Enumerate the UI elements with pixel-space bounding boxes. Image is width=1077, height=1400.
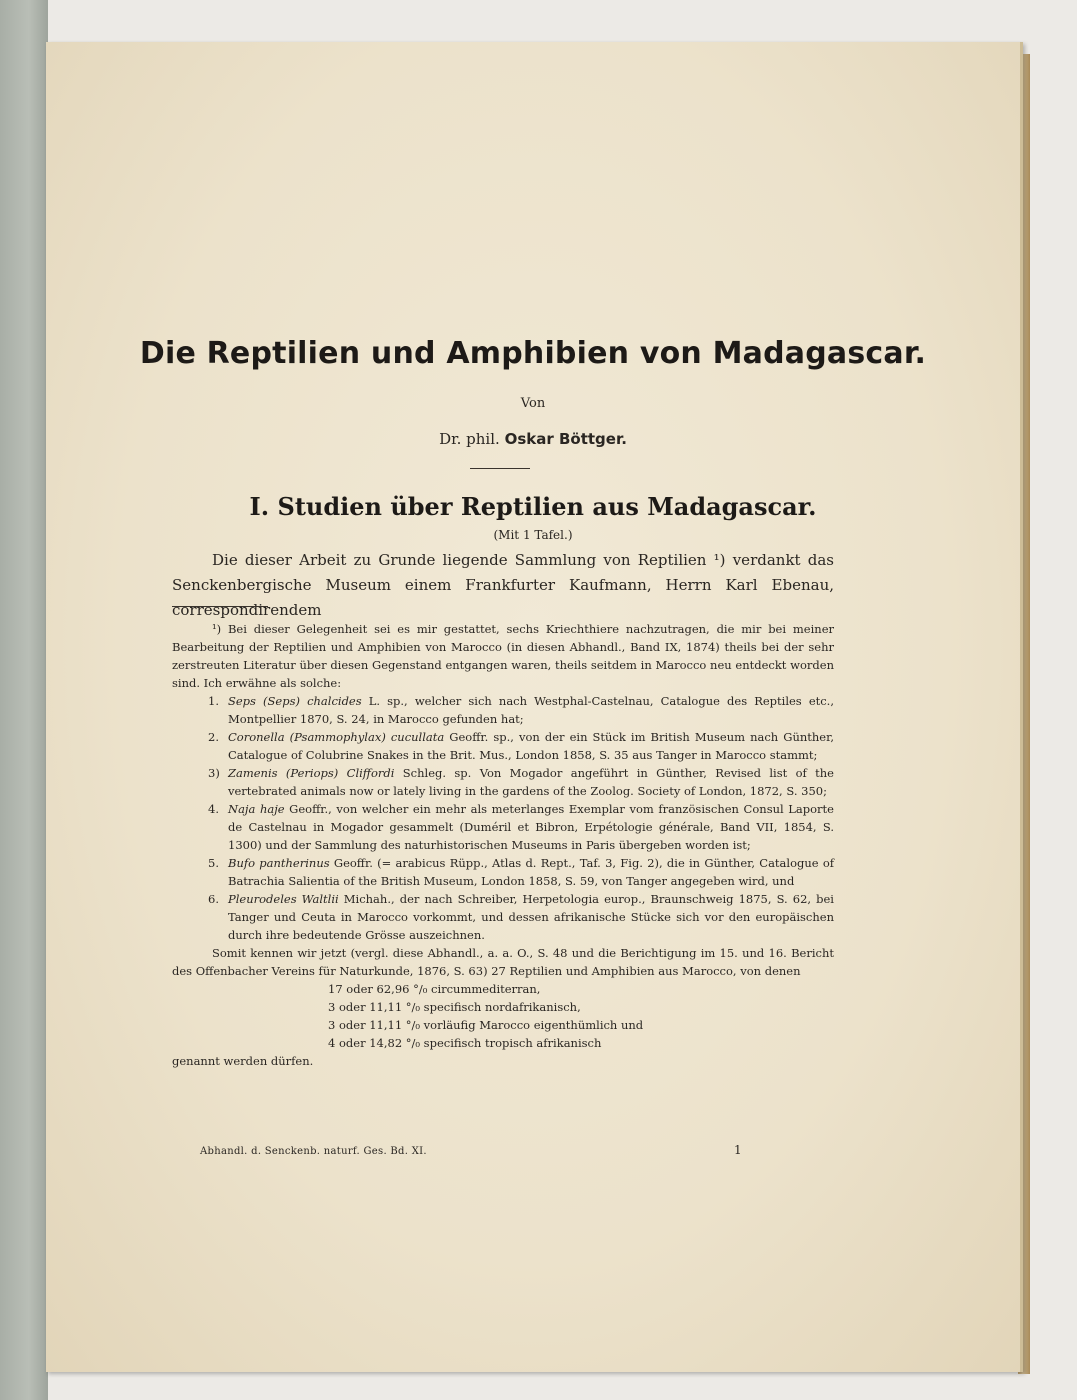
species-list <box>172 692 834 944</box>
author-prefix: Dr. phil. <box>439 430 500 448</box>
byline-von: Von <box>520 396 546 411</box>
distribution-stats <box>328 980 834 1052</box>
stat-line: 3 oder 11,11 °/₀ specifisch nordafrikanisch, <box>328 1000 581 1014</box>
species-name: Zamenis (Periops) Cliffordi <box>228 766 395 780</box>
stat-line: 17 oder 62,96 °/₀ circummediterran, <box>328 982 541 996</box>
section-title: I. Studien über Reptilien aus Madagascar. <box>249 492 817 521</box>
footnote-divider <box>172 606 268 607</box>
footnote-summary: Somit kennen wir jetzt (vergl. diese Abhandl., a. a. O., S. 48 und die Berichtigung im 15. und 16. Bericht des Offenbacher Vereins für Naturkunde, 1876, S. 63) 27 Reptilien und Amphibien aus Marocco, von denen <box>172 946 834 978</box>
species-name: Pleurodeles Waltlii <box>228 892 339 906</box>
footnote-lead: ¹) Bei dieser Gelegenheit sei es mir gestattet, sechs Kriechthiere nachzutragen, die mir bei meiner Bearbeitung der Reptilien und Amphibien von Marocco (in diesen Abhandl., Band IX, 1874) theils bei der sehr zerstreuten Literatur über diesen Gegenstand entgangen waren, theils seitdem in Marocco neu entdeckt worden sind. Ich erwähne als solche: <box>172 622 834 690</box>
footnote <box>172 620 834 1070</box>
species-name: Coronella (Psammophylax) cucullata <box>228 730 445 744</box>
list-item: 3) Zamenis (Periops) Cliffordi Schleg. sp. Von Mogador angeführt in Günther, Revised list of the vertebrated animals now or lately living in the gardens of the Zoolog. Society of London, 1872, S. 350; <box>208 766 834 798</box>
journal-reference: Abhandl. d. Senckenb. naturf. Ges. Bd. XI. <box>200 1146 427 1157</box>
plate-note: (Mit 1 Tafel.) <box>493 528 573 542</box>
book-binding <box>0 0 48 1400</box>
article-title: Die Reptilien und Amphibien von Madagascar. <box>139 336 927 371</box>
stat-line: 4 oder 14,82 °/₀ specifisch tropisch afrikanisch <box>328 1036 602 1050</box>
list-item: 4. Naja haje Geoffr., von welcher ein mehr als meterlanges Exemplar vom französischen Consul Laporte de Castelnau in Mogador gesammelt (Duméril et Bibron, Erpétologie générale, Band VII, 1854, S. 1300) und der Sammlung des naturhistorischen Museums in Paris übergeben worden ist; <box>208 802 834 852</box>
list-item: 5. Bufo pantherinus Geoffr. (= arabicus Rüpp., Atlas d. Rept., Taf. 3, Fig. 2), die in Günther, Catalogue of Batrachia Salientia of the British Museum, London 1858, S. 59, von Tanger angegeben wird, und <box>208 856 835 888</box>
title-divider <box>470 468 530 469</box>
author-name: Oskar Böttger. <box>504 430 627 448</box>
species-name: Naja haje <box>228 802 285 816</box>
author-line <box>46 430 1020 448</box>
intro-paragraph: Die dieser Arbeit zu Grunde liegende Sammlung von Reptilien ¹) verdankt das Senckenbergische Museum einem Frankfurter Kaufmann, Herrn Karl Ebenau, correspondirendem <box>172 551 834 619</box>
stat-line: 3 oder 11,11 °/₀ vorläufig Marocco eigenthümlich und <box>328 1018 644 1032</box>
species-name: Bufo pantherinus <box>228 856 330 870</box>
list-item: 1. Seps (Seps) chalcides L. sp., welcher sich nach Westphal-Castelnau, Catalogue des Reptiles etc., Montpellier 1870, S. 24, in Marocco gefunden hat; <box>208 694 834 726</box>
list-item: 2. Coronella (Psammophylax) cucullata Geoffr. sp., von der ein Stück im British Museum nach Günther, Catalogue of Colubrine Snakes in the Brit. Mus., London 1858, S. 35 aus Tanger in Marocco stammt; <box>208 730 834 762</box>
list-item: 6. Pleurodeles Waltlii Michah., der nach Schreiber, Herpetologia europ., Braunschweig 1875, S. 62, bei Tanger und Ceuta in Marocco vorkommt, und dessen afrikanische Stücke sich vor den europäischen durch ihre bedeutende Grösse auszeichnen. <box>208 892 834 942</box>
species-name: Seps (Seps) chalcides <box>228 694 362 708</box>
footnote-closing: genannt werden dürfen. <box>172 1054 314 1068</box>
page-number: 1 <box>734 1143 742 1157</box>
